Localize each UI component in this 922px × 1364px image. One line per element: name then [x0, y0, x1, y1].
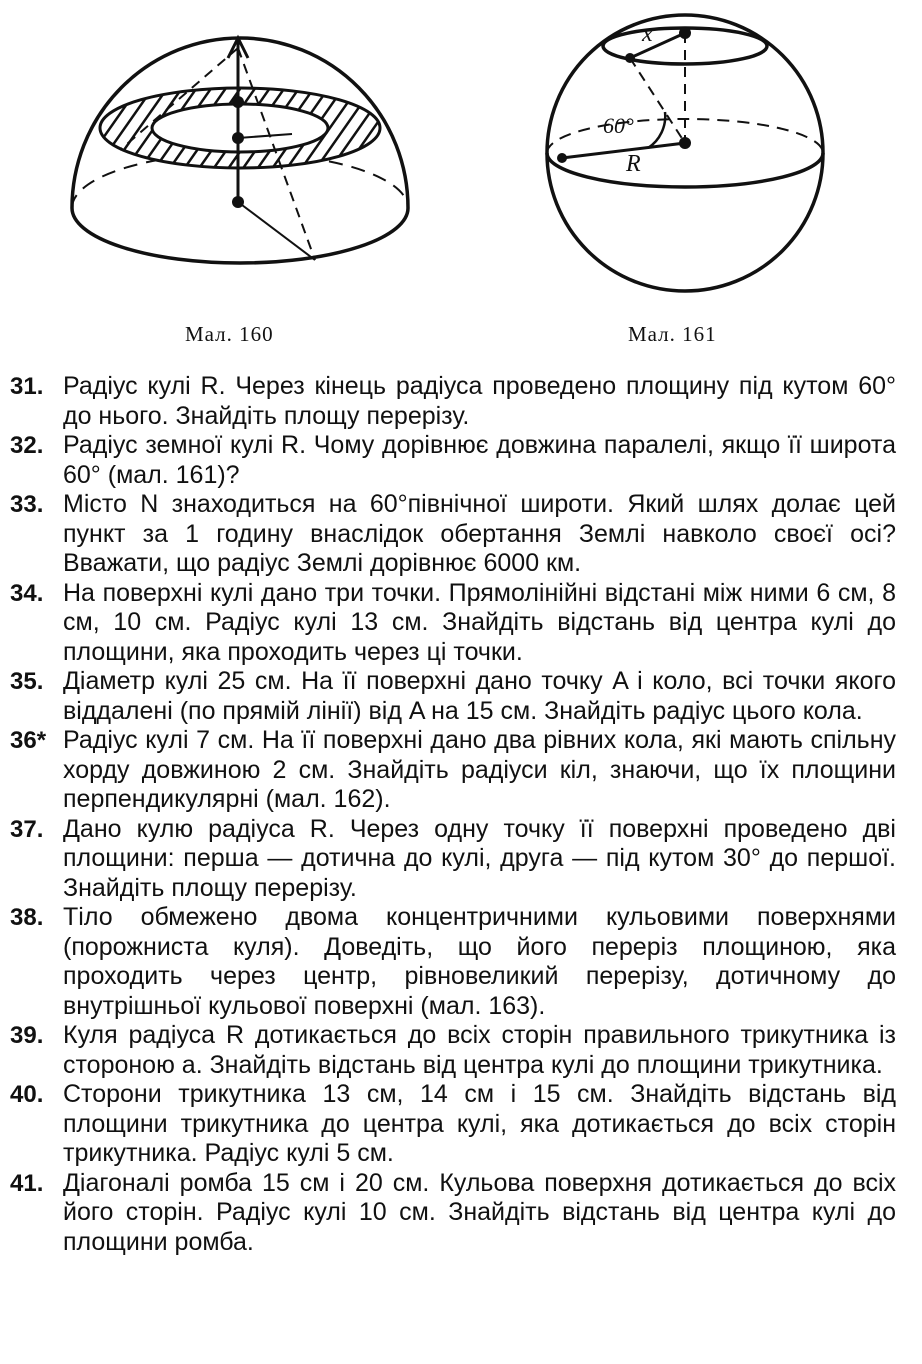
problem-35	[0, 667, 922, 726]
problem-text: Діагоналі ромба 15 см і 20 см. Кульова поверхня дотикається до всіх його сторін. Радіус кулі 10 см. Знайдіть відстань від центра кулі до площини ромба.	[63, 1168, 896, 1256]
problem-list	[0, 372, 922, 1257]
problem-text: Куля радіуса R дотикається до всіх сторін правильного трикутника із стороною a. Знайдіть відстань від центра кулі до площини трикутника.	[63, 1021, 896, 1079]
problem-number: 41.	[10, 1169, 44, 1197]
problem-text: Радіус земної кулі R. Чому дорівнює довжина паралелі, якщо її широта 60° (мал. 161)?	[63, 431, 896, 489]
figure-161-caption: Мал. 161	[628, 322, 717, 346]
problem-31	[0, 372, 922, 431]
figure-160-hemisphere	[60, 30, 420, 290]
problem-39	[0, 1021, 922, 1080]
problem-text: Сторони трикутника 13 см, 14 см і 15 см. Знайдіть відстань від площини трикутника до центра кулі, яка дотикається до всіх сторін трикутника. Радіус кулі 5 см.	[63, 1080, 896, 1167]
problem-number: 38.	[10, 904, 44, 931]
problem-text: На поверхні кулі дано три точки. Прямолінійні відстані між ними 6 см, 8 см, 10 см. Радіус кулі 13 см. Знайдіть відстань від центра кулі до площини, яка проходить через ці точки.	[63, 578, 896, 666]
problem-number: 36*	[10, 727, 47, 754]
problem-number: 37.	[10, 815, 44, 843]
problem-number: 34.	[10, 579, 44, 607]
label-x: x	[642, 21, 653, 47]
problem-text: Тіло обмежено двома концентричними кульовими поверхнями (порожниста куля). Доведіть, що його переріз площиною, яка проходить через центр, рівновеликий перерізу, дотичному до внутрішньої кульової поверхні (мал. 163).	[63, 903, 896, 1020]
problem-number: 32.	[10, 432, 44, 459]
problem-text: Радіус кулі 7 см. На її поверхні дано два рівних кола, які мають спільну хорду довжиною 2 см. Знайдіть радіуси кіл, знаючи, що їх площини перпендикулярні (мал. 162).	[63, 726, 896, 813]
problem-33	[0, 490, 922, 579]
problem-37	[0, 815, 922, 904]
problem-32	[0, 431, 922, 490]
figures-area	[0, 0, 922, 360]
figure-161-sphere	[540, 8, 830, 298]
problem-number: 35.	[10, 668, 44, 695]
problem-text: Дано кулю радіуса R. Через одну точку її поверхні проведено дві площини: перша — дотична до кулі, друга — під кутом 30° до першої. Знайдіть площу перерізу.	[63, 814, 896, 902]
problem-41	[0, 1169, 922, 1258]
problem-number: 33.	[10, 491, 44, 518]
problem-34	[0, 579, 922, 668]
problem-text: Діаметр кулі 25 см. На її поверхні дано точку A і коло, всі точки якого віддалені (по прямій лінії) від A на 15 см. Знайдіть радіус цього кола.	[63, 667, 896, 725]
label-radius: R	[626, 151, 641, 177]
figure-160-caption: Мал. 160	[185, 322, 274, 346]
problem-40	[0, 1080, 922, 1169]
problem-number: 40.	[10, 1081, 44, 1108]
problem-38	[0, 903, 922, 1021]
problem-36	[0, 726, 922, 815]
problem-text: Місто N знаходиться на 60°північної широти. Який шлях долає цей пункт за 1 годину внаслідок обертання Землі навколо своєї осі? Вважати, що радіус Землі дорівнює 6000 км.	[63, 490, 896, 577]
problem-number: 31.	[10, 373, 44, 400]
problem-number: 39.	[10, 1022, 44, 1049]
problem-text: Радіус кулі R. Через кінець радіуса проведено площину під кутом 60° до нього. Знайдіть площу перерізу.	[63, 372, 896, 430]
label-angle: 60°	[603, 113, 634, 138]
